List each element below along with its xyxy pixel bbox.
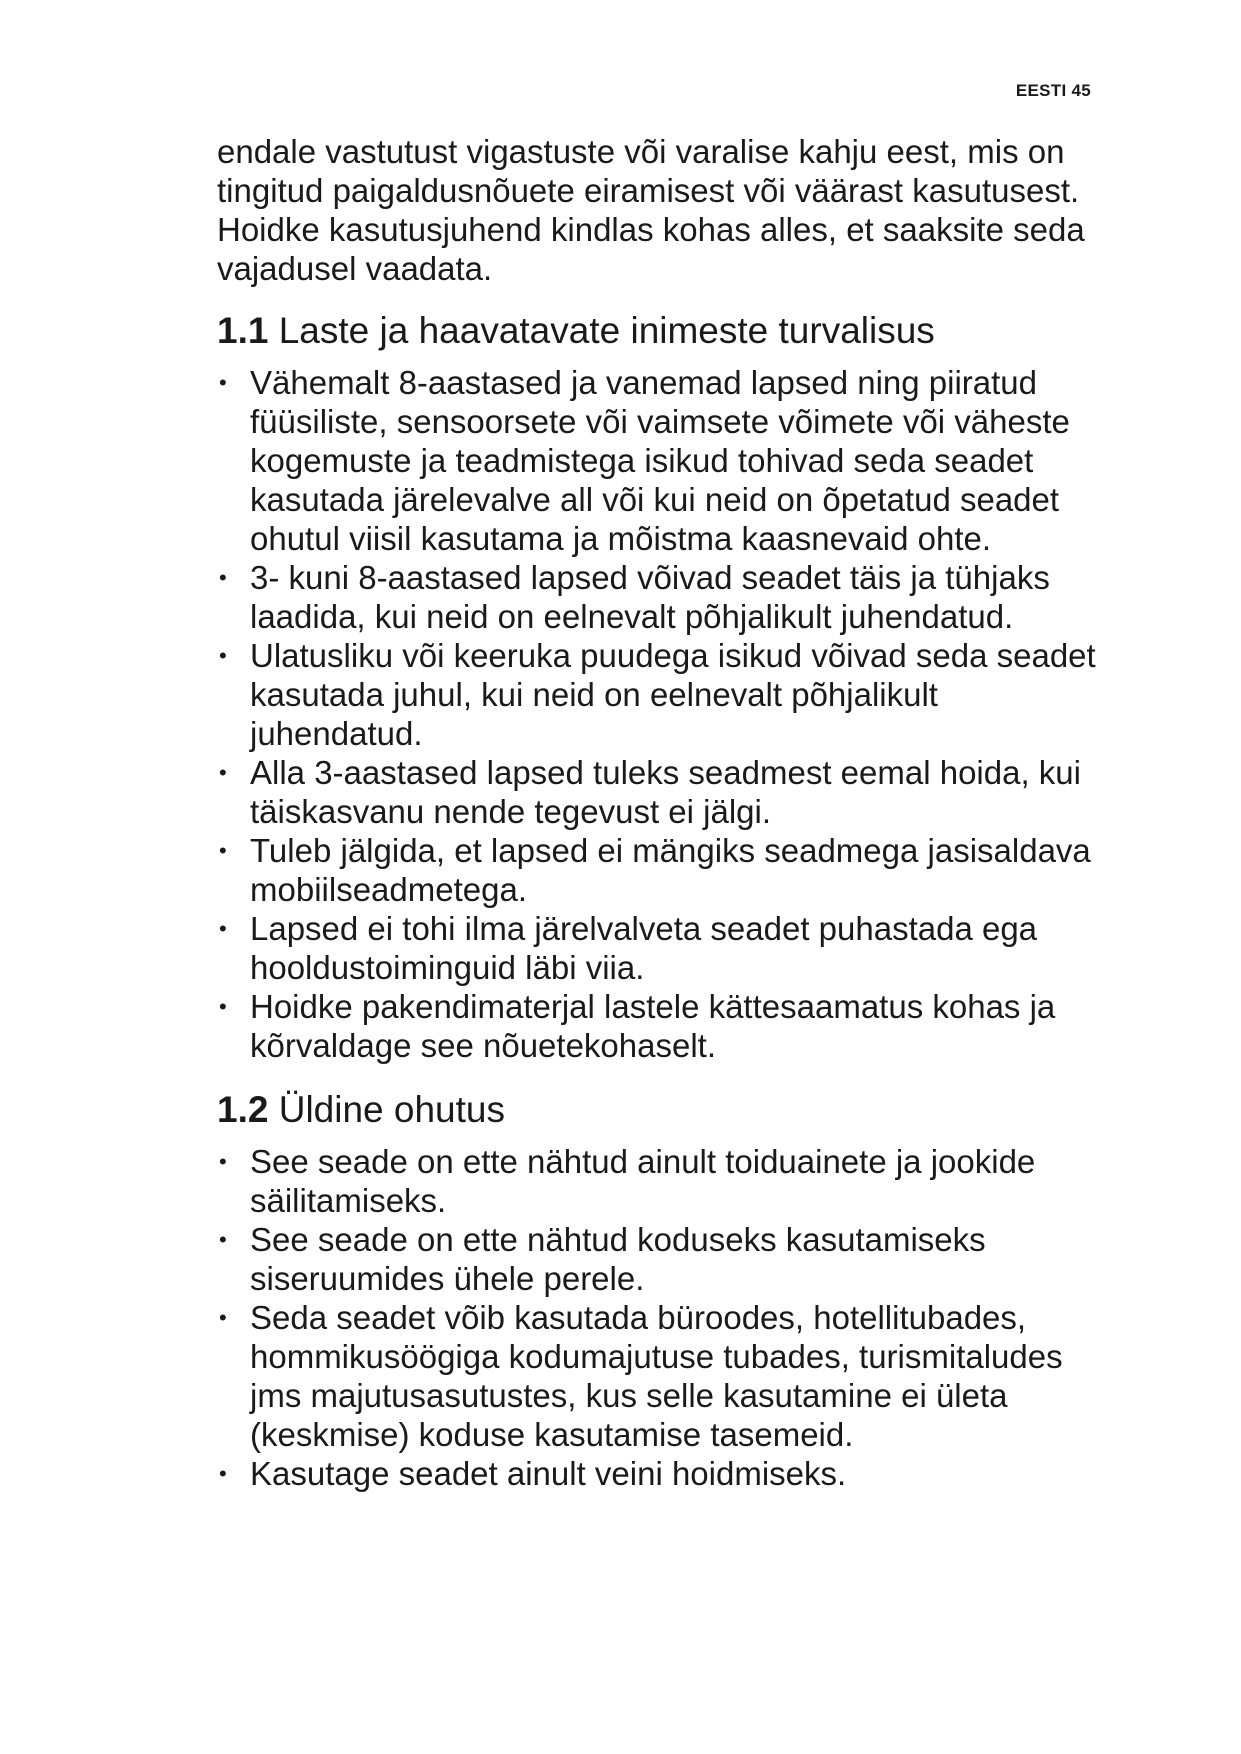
list-item: • Hoidke pakendimaterjal lastele kättesaamatus kohas ja kõrvaldage see nõuetekohaselt.	[219, 988, 1056, 1064]
bullet-icon: •	[219, 838, 227, 863]
bullet-icon: •	[219, 1227, 227, 1252]
bullet-icon: •	[219, 994, 227, 1019]
bullet-icon: •	[219, 916, 227, 941]
list-item: • Ulatusliku või keeruka puudega isikud võivad seda seadet kasutada juhul, kui neid on eelnevalt põhjalikult juhendatud.	[219, 637, 1096, 752]
section-heading-1-1	[217, 309, 1117, 353]
section-heading-1-2	[217, 1088, 1117, 1132]
section-title-text: Üldine ohutus	[278, 1089, 505, 1130]
bullet-icon: •	[219, 370, 227, 395]
bullet-icon: •	[219, 643, 227, 668]
document-body	[217, 132, 1117, 1493]
list-item: • Vähemalt 8-aastased ja vanemad lapsed ning piiratud füüsiliste, sensoorsete või vaimsete võimete või väheste kogemuste ja teadmistega isikud tohivad seda seadet kasutada järelevalve all või kui neid on õpetatud seadet ohutul viisil kasutama ja mõistma kaasnevaid ohte.	[219, 364, 1070, 557]
bullet-list-1-2	[217, 1142, 1117, 1493]
list-item: • Lapsed ei tohi ilma järelvalveta seadet puhastada ega hooldustoiminguid läbi viia.	[219, 910, 1038, 986]
list-item: • Kasutage seadet ainult veini hoidmiseks.	[219, 1455, 847, 1492]
section-number: 1.2	[217, 1089, 269, 1130]
bullet-icon: •	[219, 760, 227, 785]
list-item: • 3- kuni 8-aastased lapsed võivad seadet täis ja tühjaks laadida, kui neid on eelnevalt põhjalikult juhendatud.	[219, 559, 1050, 635]
list-item: • See seade on ette nähtud koduseks kasutamiseks siseruumides ühele perele.	[219, 1221, 986, 1297]
intro-paragraph: endale vastutust vigastuste või varalise kahju eest, mis on tingitud paigaldusnõuete eiramisest või väärast kasutusest. Hoidke kasutusjuhend kindlas kohas alles, et saaksite seda vajadusel vaadata.	[217, 133, 1085, 287]
list-item: • Tuleb jälgida, et lapsed ei mängiks seadmega jasisaldava mobiilseadmetega.	[219, 832, 1091, 908]
section-title-text: Laste ja haavatavate inimeste turvalisus	[278, 310, 935, 351]
list-item: • Seda seadet võib kasutada büroodes, hotellitubades, hommikusöögiga kodumajutuse tubades, turismitaludes jms majutusasutustes, kus selle kasutamine ei ületa (keskmise) koduse kasutamise tasemeid.	[219, 1299, 1063, 1453]
section-number: 1.1	[217, 310, 269, 351]
list-item: • Alla 3-aastased lapsed tuleks seadmest eemal hoida, kui täiskasvanu nende tegevust ei jälgi.	[219, 754, 1081, 830]
bullet-icon: •	[219, 1461, 227, 1486]
bullet-icon: •	[219, 1149, 227, 1174]
bullet-icon: •	[219, 565, 227, 590]
bullet-list-1-1	[217, 363, 1117, 1065]
page-number-label: EESTI 45	[1015, 81, 1091, 100]
list-item: • See seade on ette nähtud ainult toiduainete ja jookide säilitamiseks.	[219, 1143, 1036, 1219]
bullet-icon: •	[219, 1305, 227, 1330]
